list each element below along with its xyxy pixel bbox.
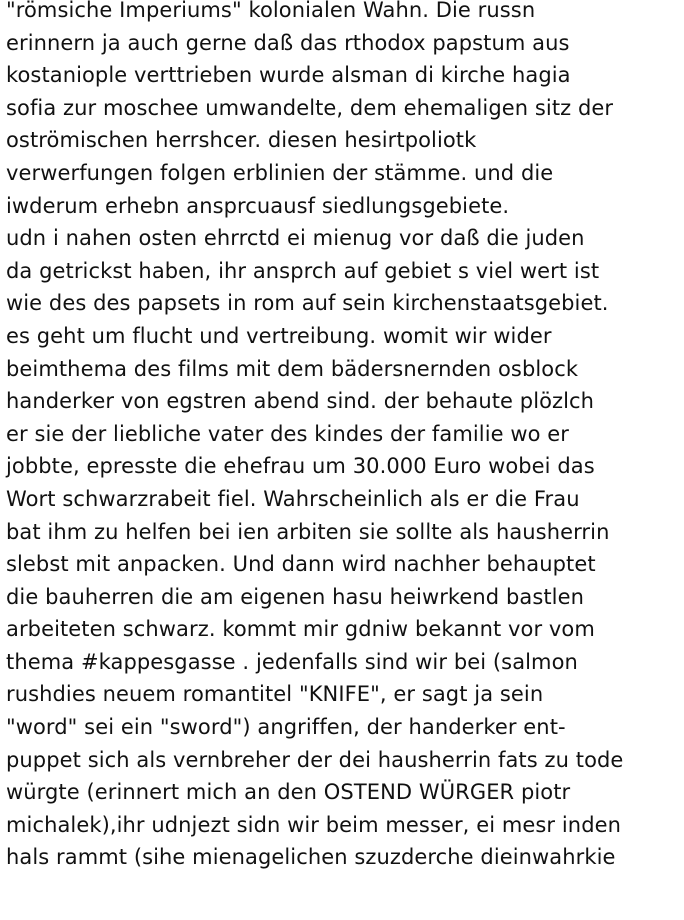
text-line: thema #kappesgasse . jedenfalls sind wir bei (salmon xyxy=(6,649,578,674)
text-line: michalek),ihr udnjezt sidn wir beim messer, ei mesr inden xyxy=(6,812,621,837)
text-line: wie des des papsets in rom auf sein kirchenstaatsgebiet. xyxy=(6,291,609,316)
text-line: er sie der liebliche vater des kindes der familie wo er xyxy=(6,421,570,446)
text-line: rushdies neuem romantitel "KNIFE", er sagt ja sein xyxy=(6,682,544,707)
text-line: oströmischen herrshcer. diesen hesirtpoliotk xyxy=(6,128,477,153)
text-line: würgte (erinnert mich an den OSTEND WÜRGER piotr xyxy=(6,780,571,805)
text-line: da getrickst haben, ihr ansprch auf gebiet s viel wert ist xyxy=(6,258,600,283)
text-line: "word" sei ein "sword") angriffen, der handerker ent- xyxy=(6,715,566,740)
text-line: "römsiche Imperiums" kolonialen Wahn. Die russn xyxy=(6,0,536,22)
text-line: die bauherren die am eigenen hasu heiwrkend bastlen xyxy=(6,584,584,609)
text-line: es geht um flucht und vertreibung. womit wir wider xyxy=(6,323,552,348)
text-line: sofia zur moschee umwandelte, dem ehemaligen sitz der xyxy=(6,95,614,120)
text-line: bat ihm zu helfen bei ien arbiten sie sollte als hausherrin xyxy=(6,519,610,544)
text-line: hals rammt (sihe mienagelichen szuzderche dieinwahrkie xyxy=(6,845,616,870)
text-line: kostaniople verttrieben wurde alsman di kirche hagia xyxy=(6,63,571,88)
text-line: udn i nahen osten ehrrctd ei mienug vor daß die juden xyxy=(6,226,585,251)
text-line: verwerfungen folgen erblinien der stämme. und die xyxy=(6,160,554,185)
text-line: handerker von egstren abend sind. der behaute plözlch xyxy=(6,389,595,414)
text-line: jobbte, epresste die ehefrau um 30.000 Euro wobei das xyxy=(6,454,595,479)
text-line: puppet sich als vernbreher der dei hausherrin fats zu tode xyxy=(6,747,624,772)
text-line: erinnern ja auch gerne daß das rthodox papstum aus xyxy=(6,30,570,55)
text-line: iwderum erhebn ansprcuausf siedlungsgebiete. xyxy=(6,193,510,218)
text-line: beimthema des films mit dem bädersnernden osblock xyxy=(6,356,579,381)
text-line: slebst mit anpacken. Und dann wird nachher behauptet xyxy=(6,552,596,577)
text-line: Wort schwarzrabeit fiel. Wahrscheinlich als er die Frau xyxy=(6,486,580,511)
body-text xyxy=(6,0,684,874)
text-line: arbeiteten schwarz. kommt mir gdniw bekannt vor vom xyxy=(6,617,595,642)
